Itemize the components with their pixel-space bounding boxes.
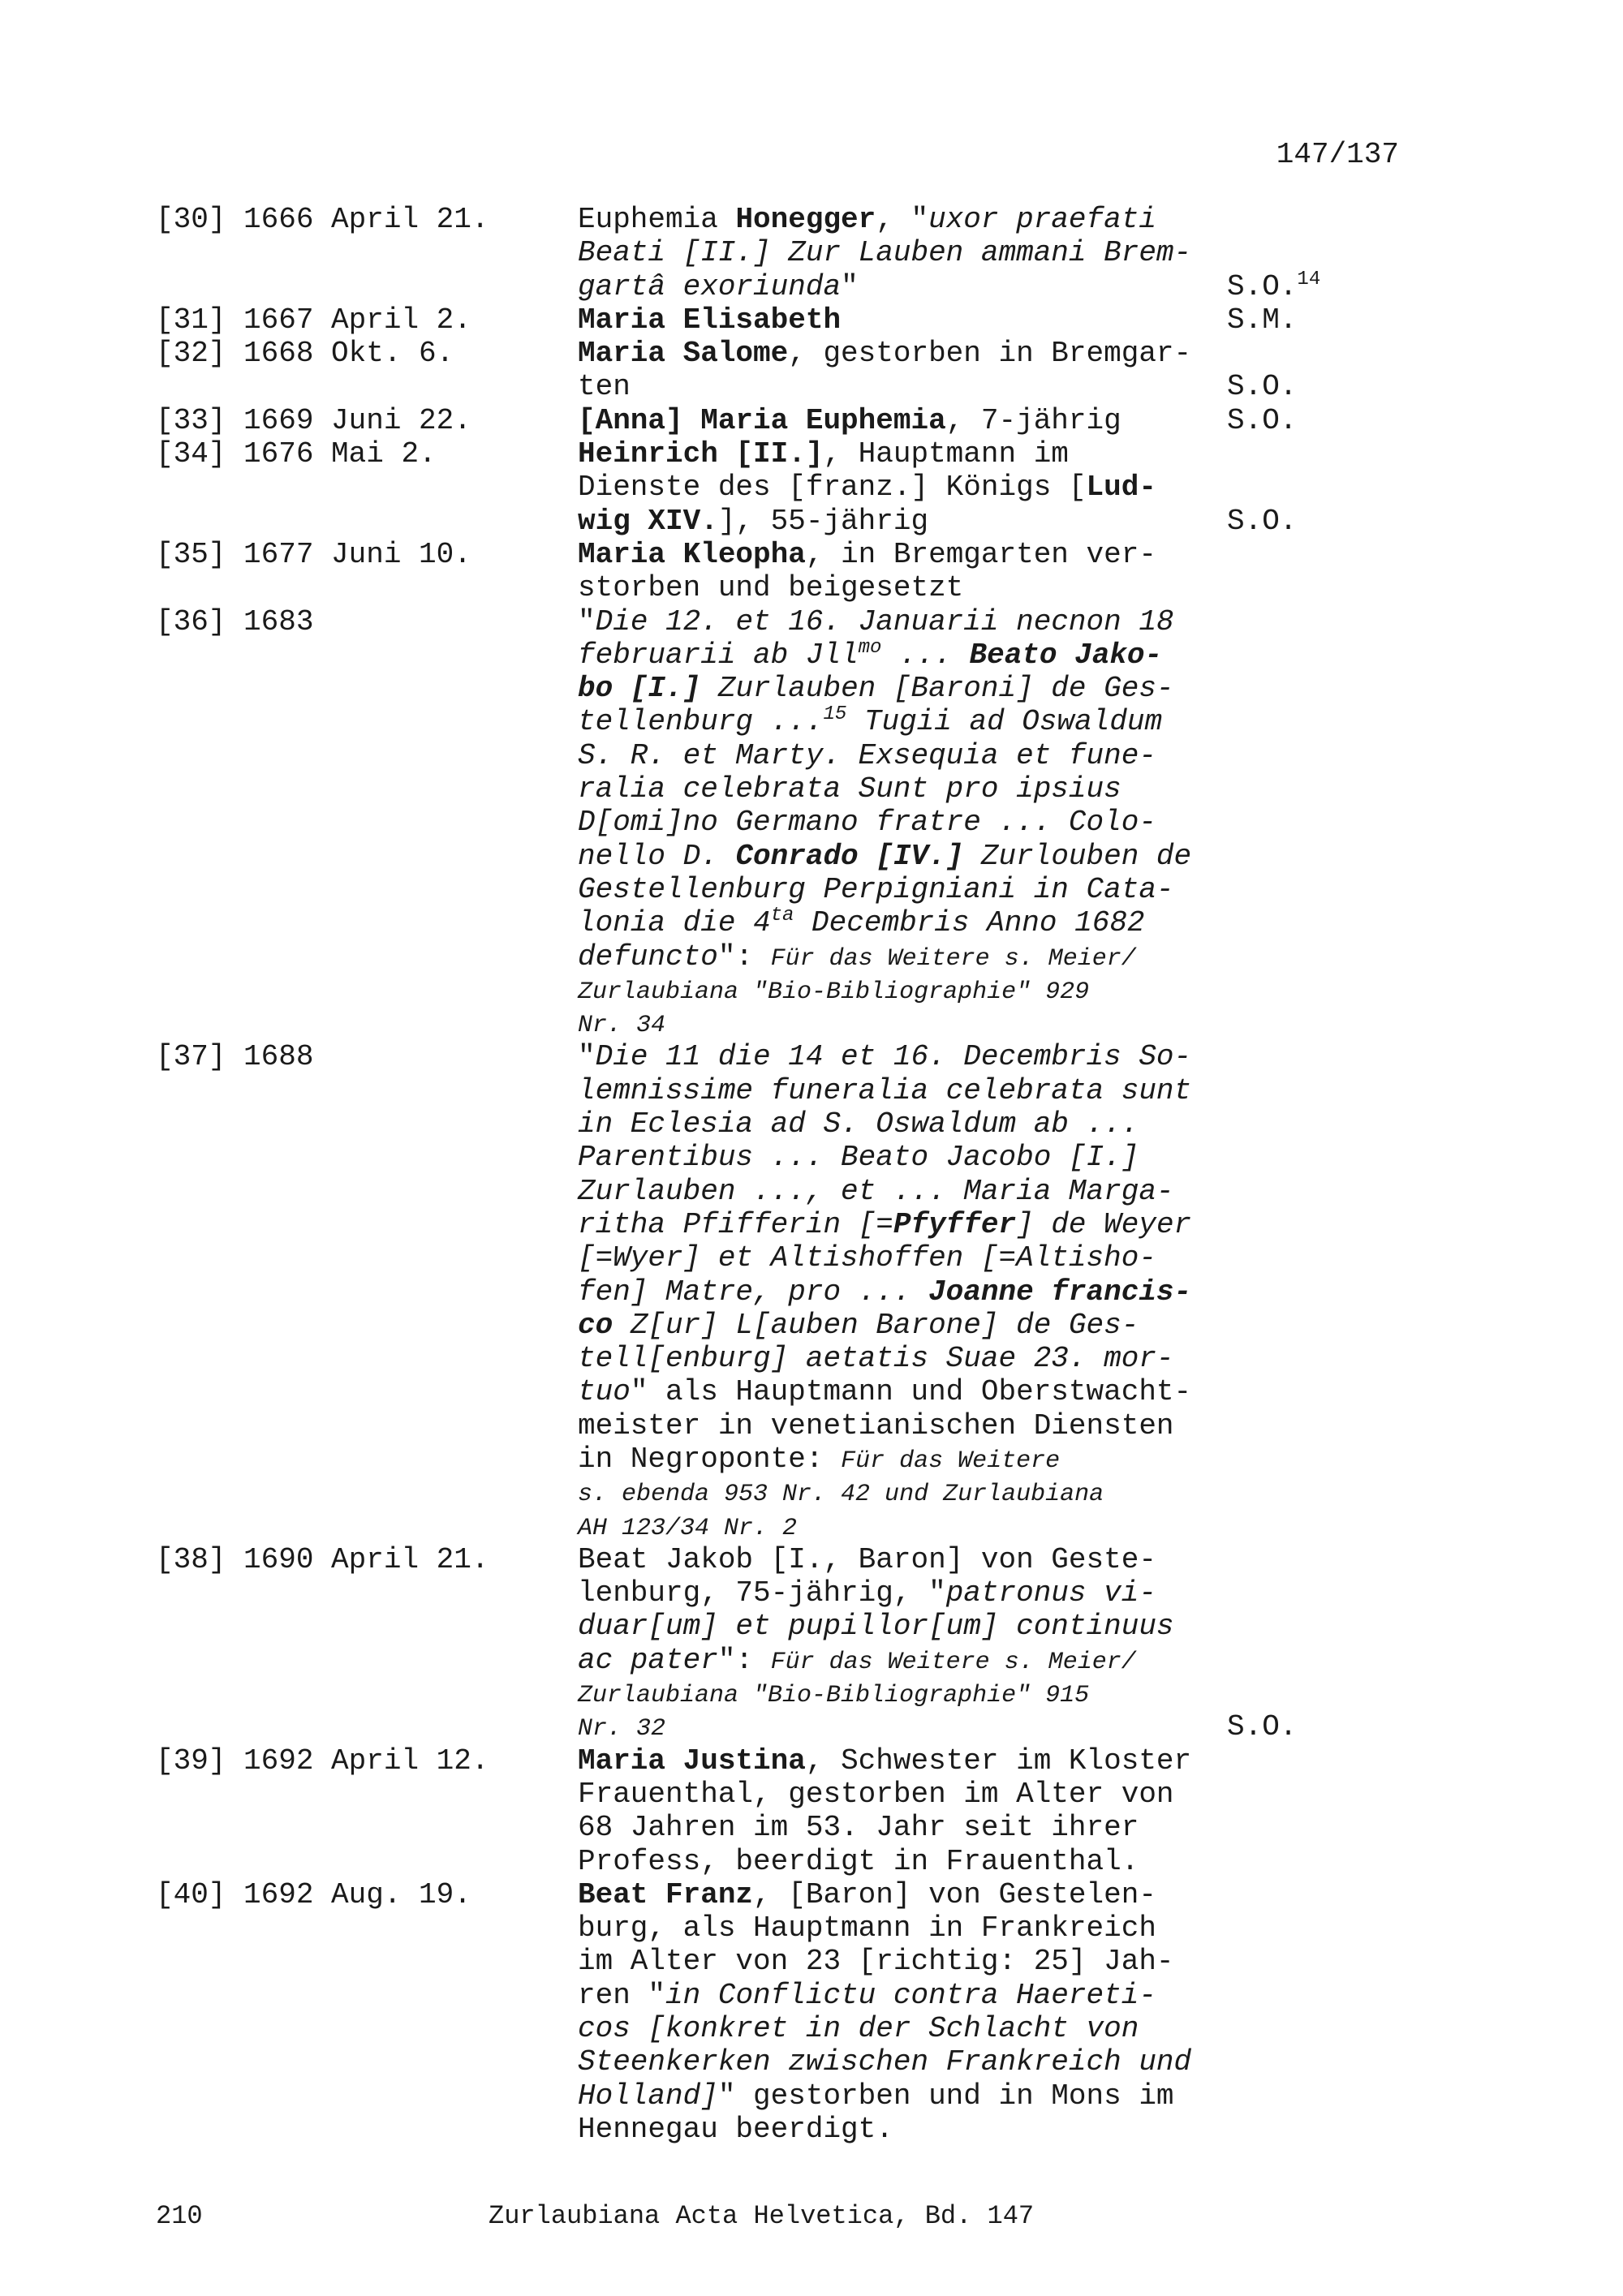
entry-text: [578, 404, 1227, 437]
entry-text-line: D[omi]no Germano fratre ... Colo-: [578, 806, 1156, 840]
entry-text-line: Steenkerken zwischen Frankreich und: [578, 2045, 1192, 2079]
entry-text-line: lenburg, 75-jährig, "patronus vi-: [578, 1576, 1156, 1610]
entry-reference: [30] 1666 April 21.: [156, 203, 489, 236]
entry-reference: [32] 1668 Okt. 6.: [156, 337, 454, 371]
entry-text-line: Zurlauben ..., et ... Maria Marga-: [578, 1174, 1174, 1208]
entry-text-line: ralia celebrata Sunt pro ipsius: [578, 772, 1121, 806]
register-entry: [156, 1878, 1422, 2146]
entry-text-line: ritha Pfifferin [=Pfyffer] de Weyer: [578, 1207, 1192, 1241]
entry-text-line: Hennegau beerdigt.: [578, 2112, 893, 2146]
entry-reference: [39] 1692 April 12.: [156, 1743, 489, 1778]
source-abbreviation: S.O.: [1227, 370, 1298, 404]
entry-text-line: Maria Justina, Schwester im Kloster: [578, 1743, 1192, 1778]
register-entry: [156, 404, 1422, 437]
entry-text-line: S. R. et Marty. Exsequia et fune-: [578, 738, 1156, 772]
entry-text-line: ac pater": Für das Weitere s. Meier/: [578, 1643, 1136, 1677]
entry-text-line: Maria Elisabeth: [578, 303, 842, 337]
source-abbreviation: S.O.: [1227, 1710, 1298, 1744]
entry-reference: [40] 1692 Aug. 19.: [156, 1877, 471, 1911]
register-entry: [156, 1744, 1422, 1878]
entry-text: [578, 1878, 1227, 2146]
entry-text-line: Heinrich [II.], Hauptmann im: [578, 437, 1069, 471]
entry-text: [578, 538, 1227, 605]
entry-text-line: Maria Salome, gestorben in Bremgar-: [578, 337, 1192, 371]
entry-text-line: Zurlaubiana "Bio-Bibliographie" 915: [578, 1682, 1090, 1710]
entry-text-line: Profess, beerdigt in Frauenthal.: [578, 1844, 1139, 1878]
entry-text-line: meister in venetianischen Diensten: [578, 1408, 1174, 1443]
entry-text-line: nello D. Conrado [IV.] Zurlouben de: [578, 839, 1192, 873]
entry-text-line: Beat Jakob [I., Baron] von Geste-: [578, 1542, 1156, 1576]
entry-text-line: 68 Jahren im 53. Jahr seit ihrer: [578, 1811, 1139, 1845]
register-entry: [156, 437, 1422, 538]
entry-reference: [35] 1677 Juni 10.: [156, 537, 471, 571]
entry-text-line: tellenburg ...$^{15}$ Tugii ad Oswaldum: [578, 703, 1163, 739]
entry-reference: [37] 1688: [156, 1040, 314, 1074]
entry-text-line: Frauenthal, gestorben im Alter von: [578, 1777, 1174, 1811]
entry-text-line: gartâ exoriunda": [578, 269, 859, 303]
entry-text-line: lemnissime funeralia celebrata sunt: [578, 1073, 1192, 1107]
entry-text-line: Parentibus ... Beato Jacobo [I.]: [578, 1141, 1139, 1175]
entry-text-line: [=Wyer] et Altishoffen [=Altisho-: [578, 1241, 1156, 1275]
entry-text-line: cos [konkret in der Schlacht von: [578, 2012, 1139, 2046]
page-number-header: 147/137: [1276, 138, 1399, 171]
entry-text: [578, 605, 1227, 1041]
register-entry: [156, 1543, 1422, 1744]
entry-text-line: duar[um] et pupillor[um] continuus: [578, 1610, 1174, 1644]
entry-text-line: Gestellenburg Perpigniani in Cata-: [578, 872, 1174, 906]
entry-reference: [31] 1667 April 2.: [156, 303, 471, 337]
entry-text-line: burg, als Hauptmann in Frankreich: [578, 1911, 1156, 1946]
entry-text: [578, 337, 1227, 404]
entry-text-line: Nr. 34: [578, 1012, 666, 1040]
entry-text: [578, 1744, 1227, 1878]
entry-text-line: im Alter von 23 [richtig: 25] Jah-: [578, 1945, 1174, 1979]
entry-text-line: co Z[ur] L[auben Barone] de Ges-: [578, 1308, 1139, 1342]
entry-text-line: "Die 12. et 16. Januarii necnon 18: [578, 604, 1174, 638]
entry-text-line: Beat Franz, [Baron] von Gestelen-: [578, 1877, 1156, 1911]
register-entry: [156, 203, 1422, 303]
entry-text-line: bo [I.] Zurlauben [Baroni] de Ges-: [578, 672, 1174, 706]
entry-text-line: Maria Kleopha, in Bremgarten ver-: [578, 537, 1156, 571]
entry-text-line: Holland]" gestorben und in Mons im: [578, 2079, 1174, 2113]
register-entry: [156, 605, 1422, 1041]
entry-text-line: in Negroponte: Für das Weitere: [578, 1442, 1061, 1476]
entry-text-line: Dienste des [franz.] Königs [Lud-: [578, 471, 1156, 505]
entry-text-line: Zurlaubiana "Bio-Bibliographie" 929: [578, 978, 1090, 1006]
entry-text-line: tuo" als Hauptmann und Oberstwacht-: [578, 1375, 1192, 1409]
entry-text: [578, 1040, 1227, 1542]
entry-text-line: storben und beigesetzt: [578, 571, 964, 605]
entry-text-line: Beati [II.] Zur Lauben ammani Brem-: [578, 236, 1192, 270]
entry-text: [578, 437, 1227, 538]
entry-text-line: s. ebenda 953 Nr. 42 und Zurlaubiana: [578, 1481, 1104, 1509]
entry-text: [578, 303, 1227, 337]
entry-text-line: fen] Matre, pro ... Joanne francis-: [578, 1275, 1192, 1309]
source-abbreviation: S.O.$^{14}$: [1227, 268, 1321, 303]
entry-reference: [38] 1690 April 21.: [156, 1542, 489, 1576]
entry-text: [578, 1543, 1227, 1744]
source-abbreviation: S.O.: [1227, 403, 1298, 437]
entry-text-line: defuncto": Für das Weitere s. Meier/: [578, 939, 1136, 974]
entry-text-line: februarii ab Jll$^{mo}$ ... Beato Jako-: [578, 636, 1163, 672]
register-entry: [156, 538, 1422, 605]
entry-reference: [34] 1676 Mai 2.: [156, 437, 437, 471]
entry-text-line: AH 123/34 Nr. 2: [578, 1514, 798, 1542]
entry-reference: [36] 1683: [156, 604, 314, 638]
entry-text-line: lonia die $4^{ta}$ Decembris Anno 1682: [578, 905, 1145, 940]
entry-text-line: Euphemia Honegger, "uxor praefati: [578, 203, 1156, 236]
footer-page-number: 210: [156, 2201, 203, 2231]
register-entry: [156, 337, 1422, 404]
entry-text-line: "Die 11 die 14 et 16. Decembris So-: [578, 1040, 1192, 1074]
entry-text-line: in Eclesia ad S. Oswaldum ab ...: [578, 1107, 1139, 1142]
footnote-marker: 14: [1297, 268, 1321, 290]
source-abbreviation: S.M.: [1227, 303, 1298, 337]
entry-text: [578, 203, 1227, 303]
source-abbreviation: S.O.: [1227, 504, 1298, 538]
entry-text-line: [Anna] Maria Euphemia, 7-jährig: [578, 403, 1121, 437]
death-register-list: [156, 203, 1422, 2146]
register-entry: [156, 1040, 1422, 1542]
entry-text-line: ren "in Conflictu contra Haereti-: [578, 1978, 1156, 2012]
register-entry: [156, 303, 1422, 337]
entry-text-line: ten: [578, 370, 631, 404]
entry-text-line: wig XIV.], 55-jährig: [578, 504, 929, 538]
footer-title: Zurlaubiana Acta Helvetica, Bd. 147: [489, 2201, 1035, 2231]
entry-reference: [33] 1669 Juni 22.: [156, 403, 471, 437]
entry-text-line: tell[enburg] aetatis Suae 23. mor-: [578, 1342, 1174, 1376]
entry-text-line: Nr. 32: [578, 1715, 666, 1743]
